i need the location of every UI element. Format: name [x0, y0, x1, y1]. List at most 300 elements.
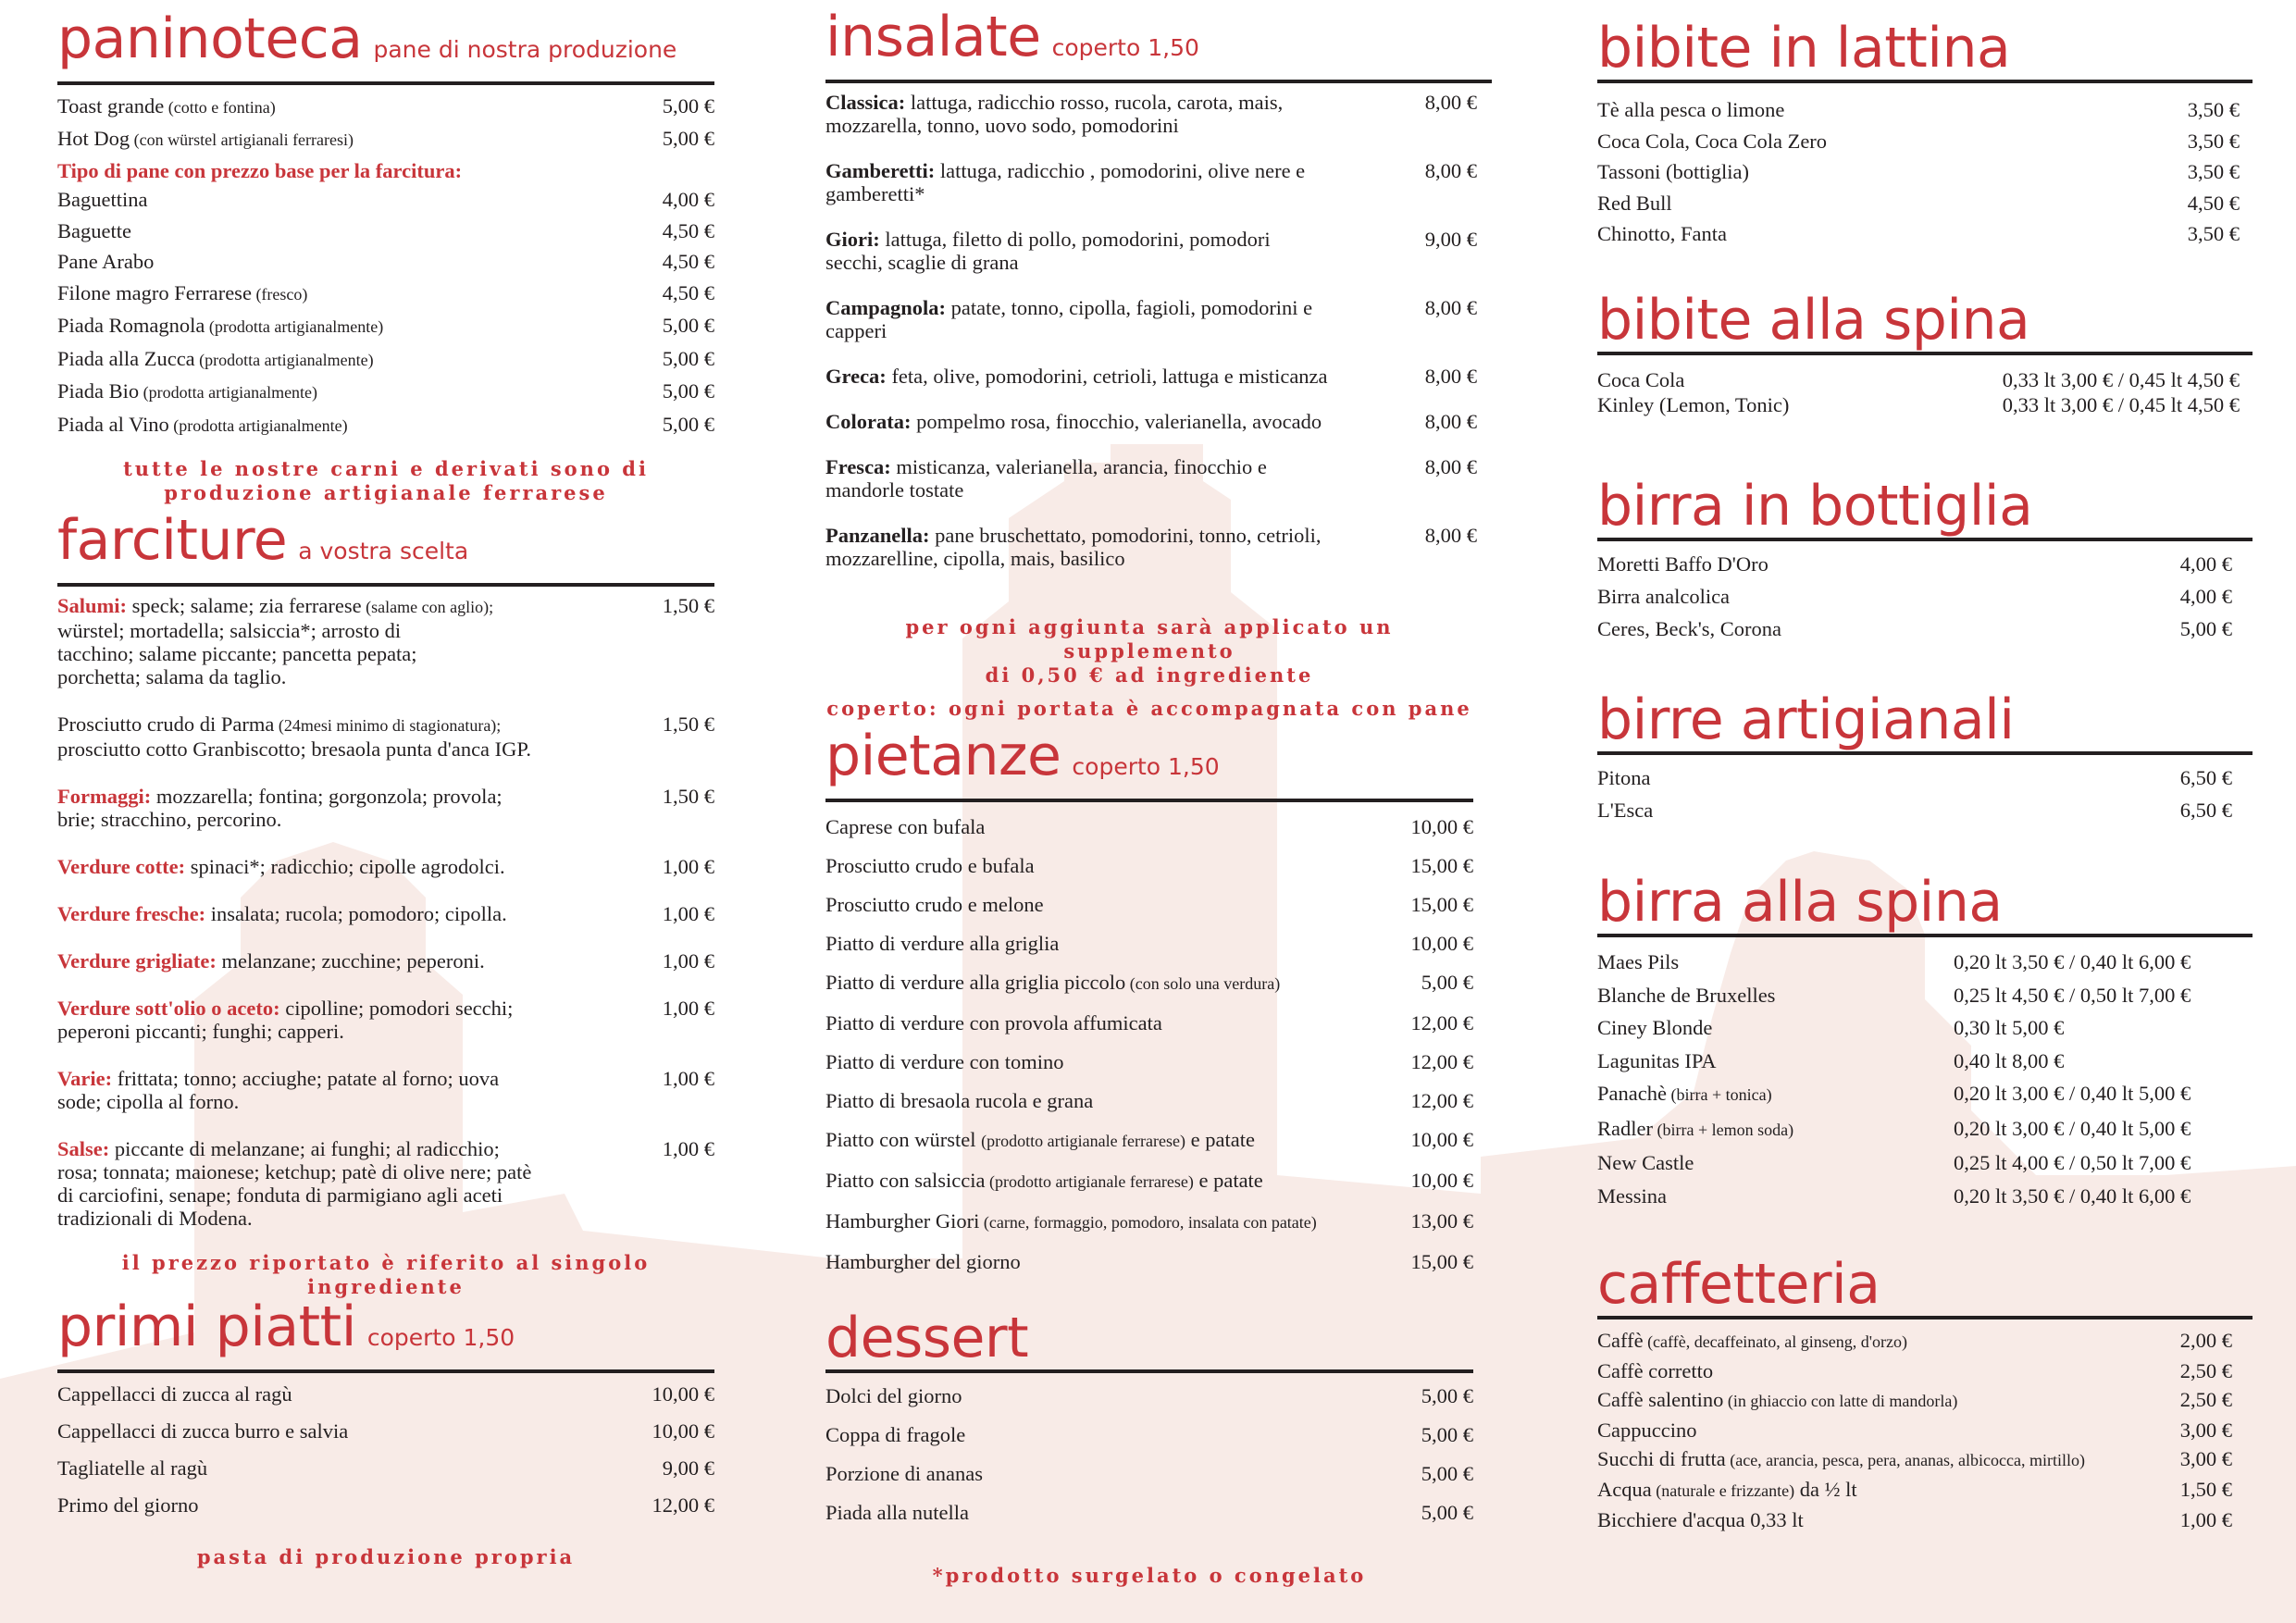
item-price: 5,00 € [1421, 1462, 1473, 1485]
section-birra-spina [1597, 865, 2253, 1217]
section-title [825, 724, 1220, 795]
menu-row [57, 413, 714, 438]
item-text: sode; cipolla al forno. [57, 1090, 240, 1113]
item-category: Gamberetti: [825, 159, 940, 182]
item-price: 10,00 € [652, 1419, 714, 1443]
item-name [1597, 552, 1769, 576]
menu-row [825, 455, 1477, 502]
item-price: 12,00 € [652, 1493, 714, 1517]
item-text: cipolline; pomodori secchi; [285, 997, 514, 1020]
item-line [825, 159, 1477, 182]
menu-row [57, 1456, 714, 1480]
section-subtitle: coperto 1,50 [1051, 34, 1199, 61]
item-note: (naturale e frizzante) [1651, 1481, 1795, 1500]
item-price: 4,50 € [2187, 191, 2240, 215]
item-line: mandorle tostate [825, 478, 964, 502]
menu-row [825, 1011, 1473, 1035]
menu-row [1597, 1329, 2232, 1354]
item-line: mozzarelline, cipolla, mais, basilico [825, 547, 1125, 570]
item-name-text: Piatto con würstel [825, 1128, 982, 1151]
item-category: Varie: [57, 1067, 118, 1090]
item-name [825, 1128, 1255, 1153]
item-line [57, 642, 714, 665]
menu-row [57, 1493, 714, 1517]
title-text: farciture [57, 508, 288, 573]
item-text: prosciutto cotto Granbiscotto; bresaola punta d'anca IGP. [57, 737, 532, 761]
item-name [57, 281, 307, 306]
item-price: 0,33 lt 3,00 € / 0,45 lt 4,50 € [2002, 393, 2240, 416]
section-header [825, 1305, 1473, 1373]
menu-row [1597, 1508, 2232, 1531]
menu-row [57, 855, 714, 878]
menu-row [57, 594, 714, 688]
item-price: 5,00 € [1421, 1384, 1473, 1407]
menu-row [1597, 1082, 2253, 1107]
menu-row [825, 932, 1473, 955]
item-text: frittata; tonno; acciughe; patate al forno; uova [117, 1067, 500, 1090]
item-name [1597, 1082, 1772, 1107]
menu-row [1597, 950, 2253, 973]
item-name [1597, 1508, 1804, 1531]
item-name [1597, 1359, 1713, 1382]
menu-row [825, 1169, 1473, 1194]
menu-row [57, 712, 714, 761]
bread-list [57, 188, 714, 438]
item-line [57, 1090, 714, 1113]
item-line [825, 365, 1477, 388]
item-price: 1,00 € [662, 949, 714, 973]
item-price: 8,00 € [1424, 91, 1477, 114]
item-text: melanzane; zucchine; peperoni. [221, 949, 485, 973]
paninoteca-note [57, 457, 714, 505]
item-line [57, 737, 714, 761]
menu-row [825, 1050, 1473, 1073]
item-name [825, 1089, 1093, 1112]
item-price: 1,50 € [2179, 1478, 2232, 1501]
menu-row [825, 159, 1477, 205]
item-note: (prodotta artigianalmente) [139, 383, 318, 402]
item-name [1597, 222, 1727, 245]
item-price: 0,25 lt 4,50 € / 0,50 lt 7,00 € [1954, 983, 2191, 1007]
item-price: 3,50 € [2187, 129, 2240, 153]
item-name [825, 1462, 983, 1485]
item-name [1597, 1184, 1667, 1208]
item-price: 12,00 € [1410, 1050, 1473, 1073]
title-text: primi piatti [57, 1295, 356, 1359]
item-price: 5,00 € [662, 94, 714, 118]
item-note: (prodotto artigianale ferrarese) [981, 1132, 1185, 1150]
section-subtitle: coperto 1,50 [366, 1324, 515, 1351]
insalate-list [825, 91, 1477, 570]
item-name-text: New Castle [1597, 1151, 1694, 1174]
item-name-text: Piada Romagnola [57, 314, 205, 337]
item-name-text: Bicchiere d'acqua 0,33 lt [1597, 1508, 1804, 1531]
item-name-text: Succhi di frutta [1597, 1447, 1726, 1470]
item-name-text: Toast grande [57, 94, 165, 118]
item-text: lattuga, radicchio , pomodorini, olive nere e [939, 159, 1306, 182]
item-name-text: Filone magro Ferrarese [57, 280, 252, 304]
item-line [57, 997, 714, 1020]
menu-row [57, 250, 714, 273]
insalate-note [825, 615, 1473, 721]
item-price: 6,50 € [2179, 799, 2232, 822]
item-text: lattuga, radicchio rosso, rucola, carota, mais, [910, 91, 1284, 114]
item-text: würstel; mortadella; salsiccia*; arrosto di [57, 619, 402, 642]
item-name-text: Piatto di verdure alla griglia [825, 932, 1060, 955]
item-price: 12,00 € [1410, 1011, 1473, 1035]
menu-row [1597, 222, 2240, 245]
menu-row [1597, 160, 2240, 183]
item-price: 5,00 € [662, 379, 714, 403]
item-name [57, 1456, 207, 1480]
item-name [1597, 1388, 1957, 1413]
item-line [57, 1183, 714, 1207]
item-line [57, 619, 714, 642]
item-text: spinaci*; radicchio; cipolle agrodolci. [190, 855, 505, 878]
item-price: 1,00 € [662, 902, 714, 925]
section-title: bibite alla spina [1597, 288, 2030, 353]
item-note: (in ghiaccio con latte di mandorla) [1723, 1392, 1958, 1410]
item-category: Greca: [825, 365, 892, 388]
item-name-text: Cappuccino [1597, 1419, 1697, 1442]
item-category: Verdure fresche: [57, 902, 211, 925]
section-title [57, 6, 677, 78]
item-line [825, 455, 1477, 478]
item-name-text: Chinotto, Fanta [1597, 222, 1727, 245]
item-price: 5,00 € [662, 314, 714, 337]
item-price: 10,00 € [1410, 815, 1473, 838]
menu-row [825, 1128, 1473, 1153]
item-price: 15,00 € [1410, 854, 1473, 877]
item-name-text: Primo del giorno [57, 1493, 199, 1517]
item-name [1597, 585, 1730, 608]
item-name-text: Piatto di bresaola rucola e grana [825, 1089, 1094, 1112]
bread-type-label: Tipo di pane con prezzo base per la farcitura: [57, 159, 463, 182]
item-name [57, 314, 383, 339]
item-note: (salame con aglio); [361, 598, 494, 616]
item-name-text: Ciney Blonde [1597, 1016, 1713, 1039]
item-name [1597, 617, 1781, 640]
item-note: (fresco) [251, 284, 308, 304]
item-price: 4,50 € [662, 250, 714, 273]
item-name-text: Piada alla Zucca [57, 346, 195, 370]
item-text: Prosciutto crudo di Parma [57, 712, 275, 736]
menu-row [825, 1209, 1473, 1234]
menu-row [57, 997, 714, 1043]
item-name [825, 1501, 969, 1524]
item-name-text: Pitona [1597, 766, 1651, 789]
item-price: 4,00 € [2179, 585, 2232, 608]
item-price: 1,50 € [662, 594, 714, 617]
item-text: brie; stracchino, percorino. [57, 808, 282, 831]
section-subtitle: coperto 1,50 [1072, 753, 1220, 780]
menu-row [1597, 585, 2232, 608]
section-title [825, 5, 1199, 76]
item-name-suffix: e patate [1185, 1128, 1255, 1151]
item-name-text: Hot Dog [57, 127, 130, 150]
section-bottiglia [1597, 467, 2253, 650]
item-name-text: Tè alla pesca o limone [1597, 98, 1785, 121]
item-note: (24mesi minimo di stagionatura); [274, 716, 502, 735]
item-price: 2,50 € [2179, 1388, 2232, 1411]
item-name-text: Moretti Baffo D'Oro [1597, 552, 1769, 576]
menu-row [57, 94, 714, 119]
item-name-text: Prosciutto crudo e bufala [825, 854, 1035, 877]
menu-row [57, 347, 714, 372]
item-name-text: Piatto con salsiccia [825, 1169, 986, 1192]
item-name-text: Tassoni (bottiglia) [1597, 160, 1750, 183]
item-name-text: Lagunitas IPA [1597, 1048, 1717, 1072]
item-note: (con solo una verdura) [1125, 974, 1281, 993]
item-name [825, 971, 1280, 996]
item-name-text: Hamburgher Giori [825, 1209, 980, 1233]
section-artigianali [1597, 683, 2253, 831]
item-name-text: Hamburgher del giorno [825, 1250, 1021, 1273]
item-name [57, 347, 374, 372]
section-title: birra alla spina [1597, 870, 2003, 935]
item-text: peperoni piccanti; funghi; capperi. [57, 1020, 344, 1043]
section-header [1597, 865, 2253, 937]
menu-row [1597, 1117, 2253, 1142]
item-line [57, 1207, 714, 1230]
menu-row [1597, 1419, 2232, 1442]
item-name-text: Birra analcolica [1597, 585, 1731, 608]
item-price: 0,33 lt 3,00 € / 0,45 lt 4,50 € [2002, 368, 2240, 391]
item-name [825, 815, 985, 838]
item-name [1597, 950, 1679, 973]
item-name-text: Dolci del giorno [825, 1384, 962, 1407]
menu-row [825, 1250, 1473, 1273]
item-name [1597, 1419, 1696, 1442]
section-subtitle: a vostra scelta [298, 538, 469, 564]
section-dessert [825, 1305, 1473, 1540]
item-name [57, 413, 348, 438]
primi-note: pasta di produzione propria [196, 1545, 576, 1568]
item-name [1597, 766, 1651, 789]
item-name-text: Messina [1597, 1183, 1667, 1208]
item-category: Formaggi: [57, 785, 156, 808]
menu-row [825, 524, 1477, 570]
item-text: mozzarella; fontina; gorgonzola; provola; [155, 785, 503, 808]
menu-row [825, 296, 1477, 342]
item-price: 4,00 € [662, 188, 714, 211]
item-name-text: Panachè [1597, 1082, 1667, 1105]
item-name-text: Baguette [57, 218, 131, 242]
note-line: coperto: ogni portata è accompagnata con pane [826, 697, 1472, 720]
item-name [1597, 799, 1653, 822]
menu-row [1597, 192, 2240, 215]
menu-row [1597, 766, 2232, 789]
item-name [1597, 984, 1775, 1007]
item-name-text: Blanche de Bruxelles [1597, 983, 1776, 1007]
item-price: 9,00 € [1424, 228, 1477, 251]
birra-spina-list [1597, 950, 2253, 1208]
item-name [1597, 1016, 1712, 1039]
item-price: 1,50 € [662, 785, 714, 808]
item-name [57, 1493, 199, 1517]
item-text: di carciofini, senape; fonduta di parmigiano agli aceti [57, 1183, 503, 1207]
section-title: caffetteria [1597, 1252, 1880, 1317]
section-header [57, 508, 714, 587]
item-price: 4,50 € [662, 218, 714, 242]
item-price: 1,50 € [662, 712, 714, 736]
item-text: pane bruschettato, pomodorini, tonno, cetrioli, [935, 524, 1322, 547]
item-line [57, 712, 714, 737]
item-name-text: Caffè [1597, 1329, 1644, 1352]
menu-row [57, 1419, 714, 1443]
menu-row [1597, 130, 2240, 153]
item-name [825, 1250, 1021, 1273]
section-title: bibite in lattina [1597, 16, 2011, 81]
item-name [57, 1382, 292, 1406]
item-category: Salse: [57, 1137, 115, 1160]
section-header [1597, 11, 2253, 83]
item-price: 0,20 lt 3,50 € / 0,40 lt 6,00 € [1954, 950, 2191, 973]
item-category: Fresca: [825, 455, 897, 478]
section-insalate [825, 5, 1492, 592]
item-price: 8,00 € [1424, 455, 1477, 478]
menu-row [57, 785, 714, 831]
item-name-suffix: e patate [1193, 1169, 1263, 1192]
item-name-text: Cappellacci di zucca burro e salvia [57, 1419, 349, 1443]
item-price: 8,00 € [1424, 524, 1477, 547]
item-price: 2,00 € [2179, 1329, 2232, 1352]
item-line [825, 91, 1477, 114]
item-price: 0,20 lt 3,00 € / 0,40 lt 5,00 € [1954, 1082, 2191, 1105]
bottiglia-list [1597, 552, 2232, 640]
item-price: 0,30 lt 5,00 € [1954, 1016, 2065, 1039]
menu-row [825, 1501, 1473, 1524]
item-note: (birra + lemon soda) [1652, 1120, 1794, 1139]
item-name [825, 1050, 1063, 1073]
menu-row [1597, 552, 2232, 576]
item-line [57, 785, 714, 808]
section-header [1597, 467, 2253, 541]
menu-row [825, 971, 1473, 996]
item-text: lattuga, filetto di pollo, pomodorini, pomodori [885, 228, 1271, 251]
item-line: mozzarella, tonno, uovo sodo, pomodorini [825, 114, 1179, 137]
section-header [1597, 1249, 2253, 1319]
item-note: (prodotta artigianalmente) [205, 317, 384, 336]
item-category: Verdure cotte: [57, 855, 191, 878]
item-line: capperi [825, 319, 887, 342]
item-name-text: Ceres, Beck's, Corona [1597, 617, 1782, 640]
section-subtitle: pane di nostra produzione [373, 36, 677, 63]
item-name [57, 188, 147, 211]
item-price: 15,00 € [1410, 1250, 1473, 1273]
item-name [1597, 1447, 2085, 1472]
item-name [825, 1209, 1317, 1234]
item-line [57, 594, 714, 619]
item-note: (prodotto artigianale ferrarese) [985, 1172, 1194, 1191]
item-text: speck; salame; zia ferrarese [131, 594, 362, 617]
farciture-note: il prezzo riportato è riferito al singolo ingrediente [121, 1251, 651, 1298]
item-name [1597, 1151, 1694, 1174]
menu-row [1597, 1049, 2253, 1072]
item-name [57, 1419, 348, 1443]
item-text: pompelmo rosa, finocchio, valerianella, avocado [916, 410, 1322, 433]
item-price: 10,00 € [1410, 1169, 1473, 1192]
item-price: 3,50 € [2187, 160, 2240, 183]
item-note: (ace, arancia, pesca, pera, ananas, albicocca, mirtillo) [1725, 1451, 2085, 1469]
menu-row [825, 815, 1473, 838]
menu-row [825, 893, 1473, 916]
item-text: piccante di melanzane; ai funghi; al radicchio; [114, 1137, 500, 1160]
item-line [57, 1020, 714, 1043]
item-name-text: Maes Pils [1597, 950, 1680, 973]
item-name-text: Acqua [1597, 1478, 1652, 1501]
title-text: paninoteca [57, 6, 363, 71]
section-header [825, 724, 1473, 802]
item-text: tacchino; salame piccante; pancetta pepata; [57, 642, 417, 665]
item-price: 5,00 € [1421, 1501, 1473, 1524]
item-name [57, 127, 354, 152]
item-price: 1,00 € [662, 1067, 714, 1090]
item-name [1597, 1049, 1717, 1072]
item-price: 3,00 € [2179, 1447, 2232, 1470]
menu-row [825, 410, 1477, 433]
item-category: Verdure sott'olio o aceto: [57, 997, 286, 1020]
item-name-text: Piatto di verdure alla griglia piccolo [825, 971, 1126, 994]
item-name-text: L'Esca [1597, 799, 1654, 822]
menu-row [57, 1067, 714, 1113]
item-name-text: Piatto di verdure con tomino [825, 1050, 1064, 1073]
item-name-text: Cappellacci di zucca al ragù [57, 1382, 292, 1406]
section-title [57, 1295, 515, 1366]
section-title [57, 508, 469, 579]
item-text: misticanza, valerianella, arancia, finocchio e [896, 455, 1267, 478]
item-note: (carne, formaggio, pomodoro, insalata con patate) [979, 1213, 1317, 1232]
section-header [57, 6, 714, 85]
dessert-list [825, 1384, 1473, 1524]
item-line [57, 665, 714, 688]
item-price: 3,50 € [2187, 222, 2240, 245]
item-price: 5,00 € [1421, 1423, 1473, 1446]
item-name-text: Piada alla nutella [825, 1501, 969, 1524]
item-name [825, 1384, 962, 1407]
item-price: 4,00 € [2179, 552, 2232, 576]
menu-row [57, 1137, 714, 1230]
item-price: 0,20 lt 3,50 € / 0,40 lt 6,00 € [1954, 1183, 2191, 1208]
item-note: (con würstel artigianali ferraresi) [130, 130, 354, 149]
note-line: produzione artigianale ferrarese [164, 481, 608, 504]
section-bibite-spina [1597, 287, 2253, 418]
item-line [57, 949, 714, 973]
section-farciture [57, 508, 714, 1254]
item-line [57, 902, 714, 925]
menu-row [57, 902, 714, 925]
item-price: 1,00 € [662, 997, 714, 1020]
menu-row [1597, 1388, 2232, 1413]
menu-row [57, 219, 714, 242]
section-header [825, 5, 1492, 83]
paninoteca-list [57, 94, 714, 152]
farciture-list [57, 594, 714, 1230]
menu-row [1597, 799, 2232, 822]
item-name-text: Piatto di verdure con provola affumicata [825, 1011, 1162, 1035]
item-name-text: Radler [1597, 1116, 1653, 1140]
item-name [825, 893, 1044, 916]
menu-row [57, 188, 714, 211]
section-title: dessert [825, 1306, 1029, 1370]
note-line: tutte le nostre carni e derivati sono di [123, 457, 649, 480]
item-price: 5,00 € [662, 412, 714, 436]
item-price: 4,50 € [662, 280, 714, 304]
item-price: 5,00 € [1421, 971, 1473, 994]
item-price: 13,00 € [1410, 1209, 1473, 1233]
title-text: insalate [825, 5, 1041, 69]
item-price: 5,00 € [662, 346, 714, 370]
